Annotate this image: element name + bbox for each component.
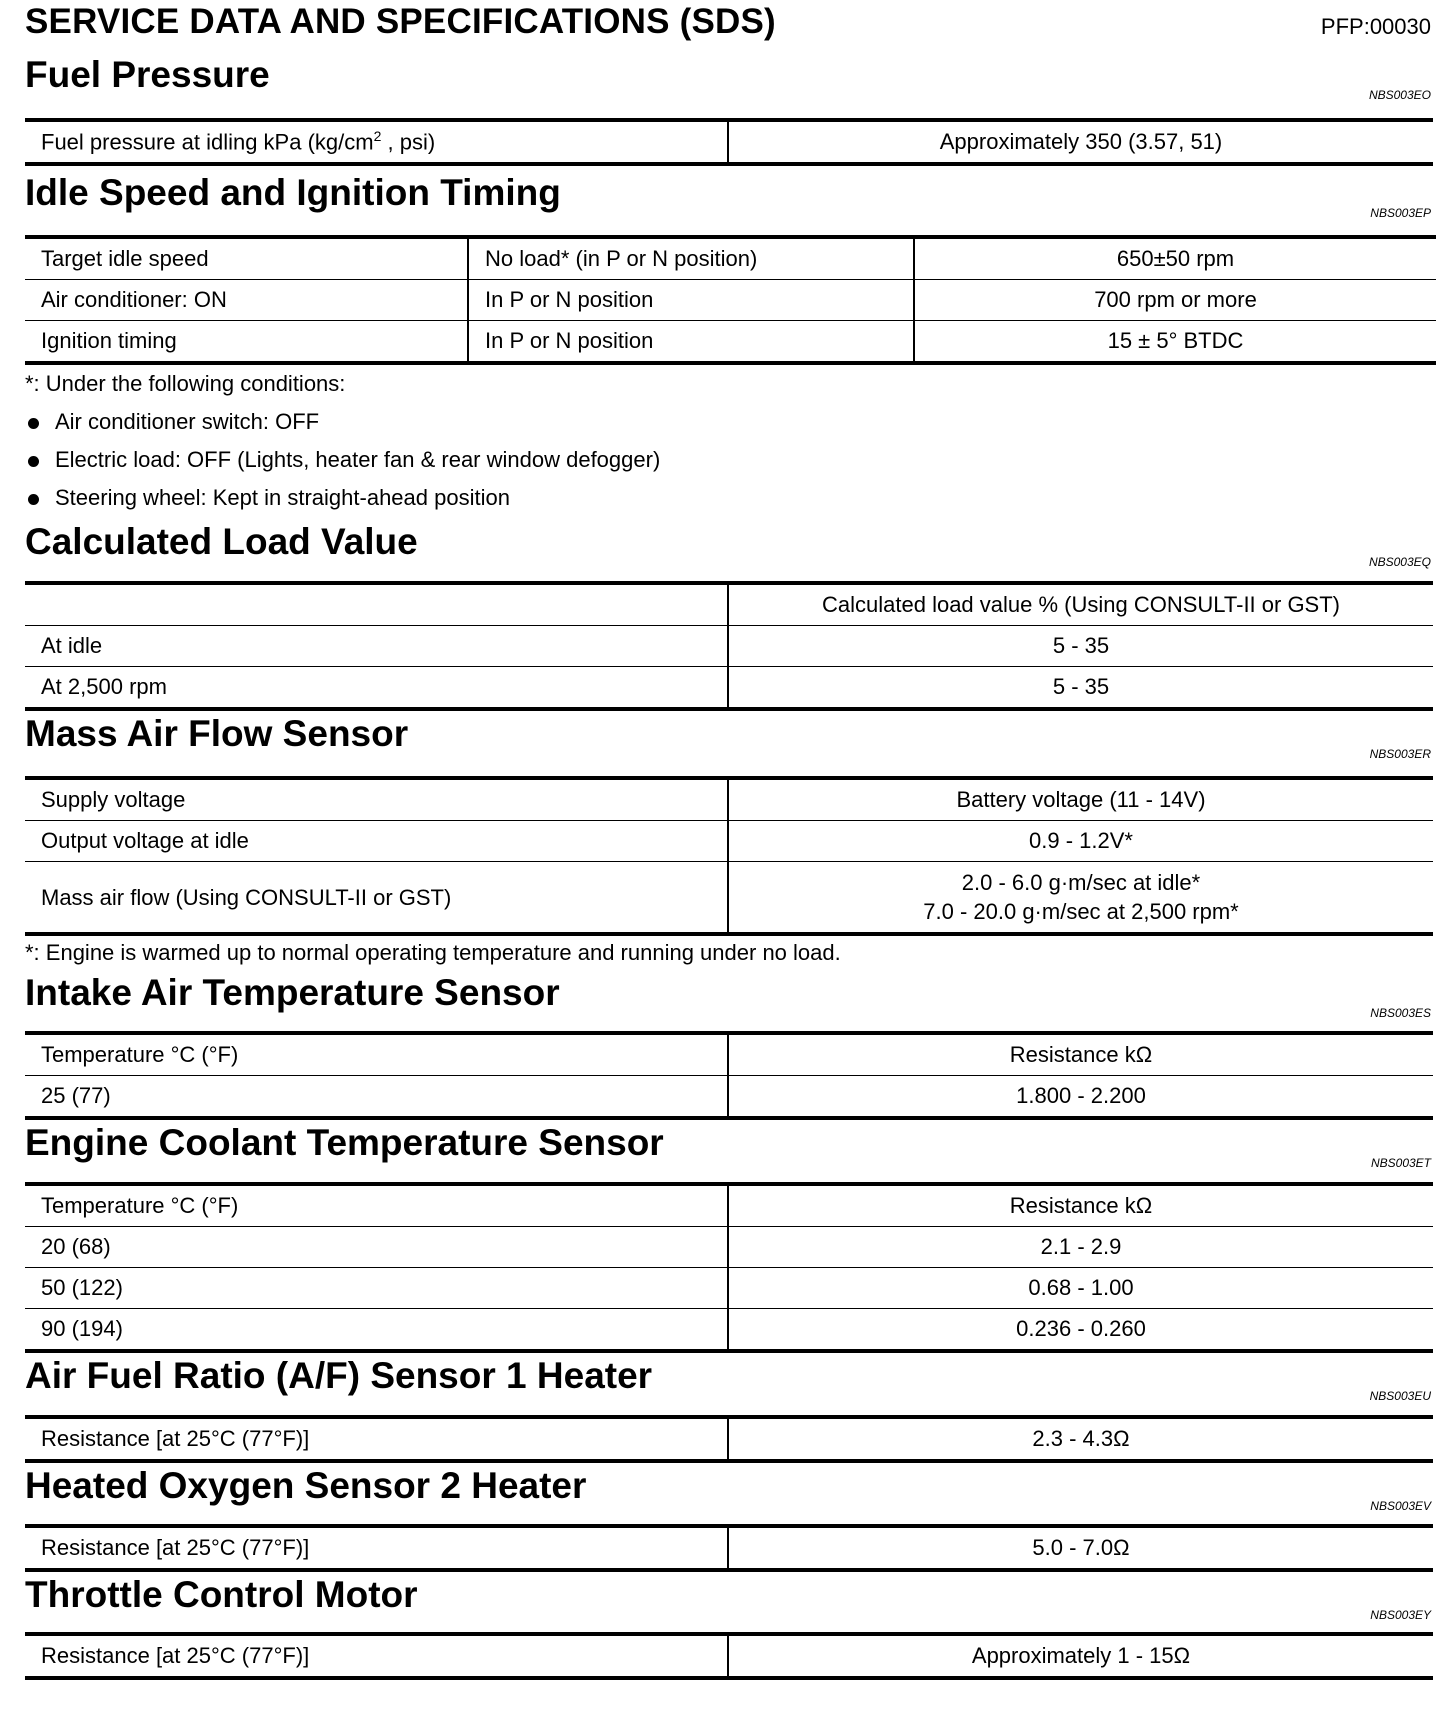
table-cell: Target idle speed [41, 246, 209, 271]
table-row [25, 1417, 1433, 1461]
fuel-pressure-table [25, 118, 1433, 166]
section-code: NBS003EO [1368, 88, 1431, 102]
section-title: Calculated Load Value [25, 521, 418, 562]
table-row [25, 583, 1433, 626]
idle-conditions-list [25, 409, 1433, 511]
table-cell: Output voltage at idle [25, 821, 728, 862]
table-cell [25, 583, 728, 626]
table-cell: Resistance [at 25°C (77°F)] [41, 1643, 310, 1668]
table-cell: In P or N position [468, 321, 914, 364]
section-code: NBS003EV [1370, 1499, 1431, 1513]
list-item: Steering wheel: Kept in straight-ahead position [25, 485, 1433, 511]
maf-table [25, 776, 1433, 936]
table-row [25, 1309, 1433, 1352]
section-idle-header [25, 170, 1433, 230]
af-table [25, 1415, 1433, 1463]
table-cell: 15 ± 5° BTDC [914, 321, 1436, 364]
table-row [25, 1227, 1433, 1268]
section-title: Throttle Control Motor [25, 1574, 418, 1615]
table-cell: Ignition timing [25, 321, 468, 364]
table-cell: 25 (77) [25, 1076, 728, 1119]
table-cell: 0.236 - 0.260 [728, 1309, 1433, 1352]
table-cell: Air conditioner: ON [25, 280, 468, 321]
table-cell: Supply voltage [41, 787, 186, 812]
table-row [25, 1526, 1433, 1570]
idle-note: *: Under the following conditions: [25, 371, 346, 396]
table-cell: In P or N position [468, 280, 914, 321]
sds-page [25, 0, 1433, 1680]
section-ho2-header [25, 1463, 1433, 1523]
table-row [25, 862, 1433, 935]
page-header [25, 0, 1433, 52]
table-cell: 5 - 35 [728, 667, 1433, 710]
table-cell: 20 (68) [25, 1227, 728, 1268]
iat-table [25, 1031, 1433, 1120]
table-row [25, 1184, 1433, 1227]
table-cell: 2.1 - 2.9 [728, 1227, 1433, 1268]
table-cell: 5 - 35 [728, 626, 1433, 667]
table-cell: Resistance kΩ [728, 1033, 1433, 1076]
table-row [25, 778, 1433, 821]
section-title: Heated Oxygen Sensor 2 Heater [25, 1465, 587, 1506]
tcm-table [25, 1632, 1433, 1680]
table-cell: Approximately 350 (3.57, 51) [728, 120, 1433, 164]
table-row [25, 821, 1433, 862]
table-row [25, 1033, 1433, 1076]
list-item: Air conditioner switch: OFF [25, 409, 1433, 435]
table-cell: 2.0 - 6.0 g·m/sec at idle* 7.0 - 20.0 g·m/sec at 2,500 rpm* [728, 862, 1433, 935]
table-cell: 1.800 - 2.200 [728, 1076, 1433, 1119]
section-title: Engine Coolant Temperature Sensor [25, 1122, 664, 1163]
page-title: SERVICE DATA AND SPECIFICATIONS (SDS) [25, 2, 776, 41]
section-title: Fuel Pressure [25, 54, 270, 95]
table-cell: Resistance [at 25°C (77°F)] [41, 1535, 310, 1560]
table-row [25, 1634, 1433, 1678]
table-row [25, 120, 1433, 164]
section-code: NBS003EY [1370, 1608, 1431, 1622]
table-cell: 700 rpm or more [914, 280, 1436, 321]
section-code: NBS003ER [1369, 747, 1431, 761]
table-cell: Temperature °C (°F) [41, 1042, 239, 1067]
table-cell: 50 (122) [25, 1268, 728, 1309]
table-cell: Temperature °C (°F) [41, 1193, 239, 1218]
table-row [25, 321, 1436, 364]
section-fuel-pressure-header [25, 52, 1433, 112]
idle-table [25, 235, 1436, 365]
table-cell: Fuel pressure at idling kPa ($kg/cm^2$ , psi) [41, 128, 436, 155]
section-title: Mass Air Flow Sensor [25, 713, 409, 754]
section-code: NBS003EP [1370, 206, 1431, 220]
table-row [25, 280, 1436, 321]
table-cell: 2.3 - 4.3Ω [728, 1417, 1433, 1461]
maf-note: *: Engine is warmed up to normal operating temperature and running under no load. [25, 940, 841, 965]
table-row [25, 626, 1433, 667]
section-code: NBS003EU [1369, 1389, 1431, 1403]
section-af-header [25, 1353, 1433, 1413]
table-row [25, 1076, 1433, 1119]
page-code: PFP:00030 [1320, 14, 1431, 39]
section-maf-header [25, 711, 1433, 771]
table-cell: Resistance [at 25°C (77°F)] [41, 1426, 310, 1451]
section-tcm-header [25, 1572, 1433, 1632]
table-cell: At idle [25, 626, 728, 667]
table-cell: Battery voltage (11 - 14V) [728, 778, 1433, 821]
table-cell: No load* (in P or N position) [468, 237, 914, 280]
section-iat-header [25, 970, 1433, 1030]
table-cell: 5.0 - 7.0Ω [728, 1526, 1433, 1570]
section-title: Intake Air Temperature Sensor [25, 972, 560, 1013]
load-table [25, 581, 1433, 711]
section-code: NBS003ET [1370, 1156, 1431, 1170]
section-ect-header [25, 1120, 1433, 1180]
table-header-cell: Calculated load value % (Using CONSULT-II or GST) [728, 583, 1433, 626]
table-cell: 0.68 - 1.00 [728, 1268, 1433, 1309]
section-title: Air Fuel Ratio (A/F) Sensor 1 Heater [25, 1355, 653, 1396]
ho2-table [25, 1524, 1433, 1572]
table-cell: 650±50 rpm [914, 237, 1436, 280]
table-cell: 0.9 - 1.2V* [728, 821, 1433, 862]
table-cell: Mass air flow (Using CONSULT-II or GST) [25, 862, 728, 935]
table-cell: At 2,500 rpm [25, 667, 728, 710]
table-cell: Resistance kΩ [728, 1184, 1433, 1227]
table-cell: 90 (194) [25, 1309, 728, 1352]
table-cell: Approximately 1 - 15Ω [728, 1634, 1433, 1678]
list-item: Electric load: OFF (Lights, heater fan & rear window defogger) [25, 447, 1433, 473]
table-row [25, 1268, 1433, 1309]
table-row [25, 667, 1433, 710]
section-code: NBS003EQ [1368, 555, 1431, 569]
table-row [25, 237, 1436, 280]
ect-table [25, 1182, 1433, 1353]
section-title: Idle Speed and Ignition Timing [25, 172, 561, 213]
section-code: NBS003ES [1370, 1006, 1431, 1020]
section-load-header [25, 519, 1433, 579]
